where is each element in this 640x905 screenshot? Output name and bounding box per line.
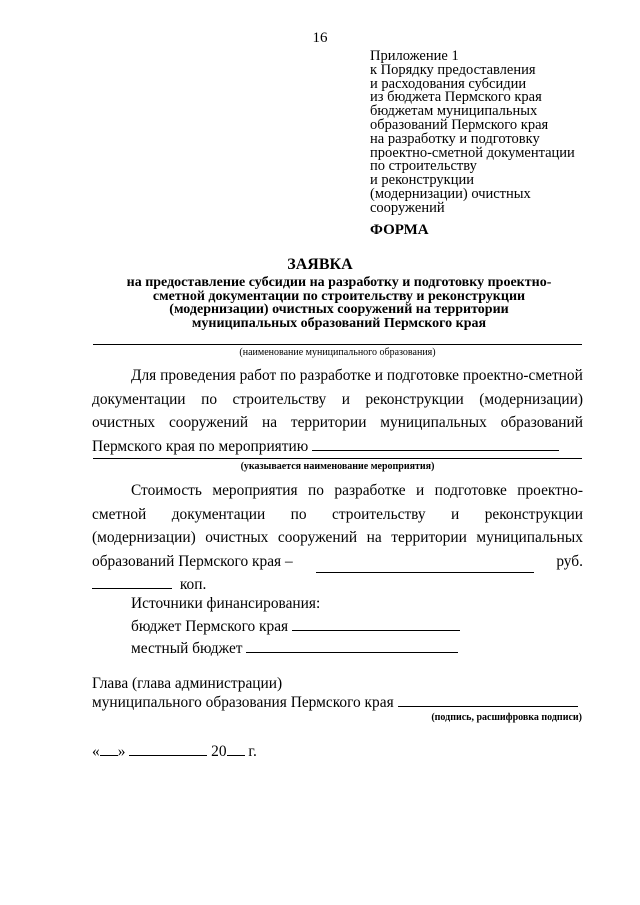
word: и	[415, 482, 425, 499]
appendix-line: проектно-сметной документации	[370, 144, 575, 161]
cost-label: образований Пермского края –	[92, 552, 293, 570]
page-number: 16	[312, 30, 328, 46]
cost-kop-field[interactable]	[92, 588, 172, 589]
signature-title: Глава (глава администрации)	[92, 675, 283, 692]
event-label: Пермского края по мероприятию	[92, 437, 309, 455]
currency-rub: руб.	[556, 552, 583, 570]
appendix-line: к Порядку предоставления	[370, 61, 536, 78]
event-caption: (указывается наименование мероприятия)	[240, 461, 435, 472]
word: образований	[500, 414, 583, 431]
paragraph-event	[92, 364, 583, 458]
word: строительству	[332, 505, 426, 523]
subtitle-line: на предоставление субсидии на разработку и подготовку проектно-	[126, 275, 552, 290]
date-month-field[interactable]	[129, 755, 207, 756]
date-year-suffix: г.	[248, 743, 257, 760]
word: сооружений	[168, 414, 249, 431]
appendix-line: сооружений	[370, 199, 445, 216]
word: территории	[391, 529, 467, 546]
appendix-line: (модернизации) очистных	[370, 185, 531, 202]
word: реконструкции	[365, 390, 464, 408]
date-year-field[interactable]	[227, 755, 245, 756]
document-subtitle	[95, 276, 583, 330]
currency-kop: коп.	[179, 576, 207, 593]
word: муниципальных	[476, 529, 583, 546]
municipality-caption: (наименование муниципального образования)	[239, 347, 436, 358]
word: сметной	[92, 505, 147, 523]
funding-regional-field[interactable]	[292, 630, 460, 631]
funding-heading: Источники финансирования:	[131, 595, 321, 612]
word: проектно-	[517, 482, 583, 499]
word: по	[308, 482, 324, 499]
subtitle-line: (модернизации) очистных сооружений на территории	[169, 302, 509, 318]
appendix-line: и реконструкции	[370, 172, 474, 189]
word: на	[366, 529, 382, 546]
word: по	[290, 505, 307, 523]
word: очистных	[92, 414, 156, 431]
paragraph-line	[92, 411, 583, 435]
form-label: ФОРМА	[370, 222, 429, 238]
municipality-name-field[interactable]	[93, 344, 582, 345]
appendix-line: и расходования субсидии	[370, 75, 527, 92]
word: (модернизации)	[479, 390, 583, 408]
appendix-line: бюджетам муниципальных	[370, 103, 538, 120]
funding-regional-label: бюджет Пермского края	[131, 618, 289, 635]
paragraph-line	[92, 479, 583, 503]
word: муниципальных	[380, 414, 487, 431]
word: по	[201, 390, 218, 408]
paragraph-line	[92, 550, 583, 574]
appendix-line: на разработку и подготовку	[370, 130, 540, 147]
appendix-line: образований Пермского края	[370, 116, 549, 133]
appendix-note	[370, 50, 620, 216]
word: подготовке	[434, 482, 507, 499]
paragraph-cost	[92, 479, 583, 597]
paragraph-line: Для проведения работ по разработке и подготовке проектно-сметной	[131, 367, 583, 384]
word: (модернизации)	[92, 529, 196, 546]
date-close-quote: »	[117, 743, 126, 760]
signature-label: муниципального образования Пермского края	[92, 694, 394, 711]
cost-rub-field[interactable]	[316, 550, 534, 574]
event-name-field[interactable]	[312, 450, 559, 451]
word: Стоимость	[131, 482, 202, 499]
date-open-quote: «	[92, 743, 100, 760]
date-day-field[interactable]	[100, 755, 118, 756]
word: и	[451, 505, 460, 523]
event-name-field-continued[interactable]	[93, 458, 582, 459]
word: территории	[290, 414, 367, 431]
paragraph-line	[92, 573, 583, 597]
date-year-prefix: 20	[211, 743, 227, 760]
appendix-line: из бюджета Пермского края	[370, 89, 542, 106]
word: документации	[171, 505, 266, 523]
paragraph-line	[92, 388, 583, 412]
paragraph-line	[92, 435, 583, 459]
document-title: ЗАЯВКА	[287, 256, 353, 273]
word: строительству	[232, 390, 327, 408]
signature-row	[92, 694, 578, 712]
appendix-line: по строительству	[370, 158, 477, 175]
word: на	[261, 414, 278, 431]
word: мероприятия	[212, 482, 298, 499]
subtitle-line: сметной документации по строительству и реконструкции	[152, 288, 526, 304]
signature-caption: (подпись, расшифровка подписи)	[431, 712, 582, 723]
word: разработке	[334, 482, 406, 499]
paragraph-line	[92, 526, 583, 550]
paragraph-line	[92, 503, 583, 527]
word: сооружений	[277, 529, 358, 546]
subtitle-line: муниципальных образований Пермского края	[191, 315, 487, 331]
appendix-line: Приложение 1	[370, 48, 459, 64]
funding-regional-row	[131, 618, 460, 636]
funding-local-label: местный бюджет	[131, 640, 243, 657]
date-row	[92, 743, 257, 761]
word: реконструкции	[484, 505, 583, 523]
funding-local-row	[131, 640, 458, 658]
word: очистных	[205, 529, 269, 546]
signature-field[interactable]	[398, 706, 578, 707]
word: и	[341, 390, 350, 408]
funding-local-field[interactable]	[246, 652, 458, 653]
word: документации	[92, 390, 186, 408]
